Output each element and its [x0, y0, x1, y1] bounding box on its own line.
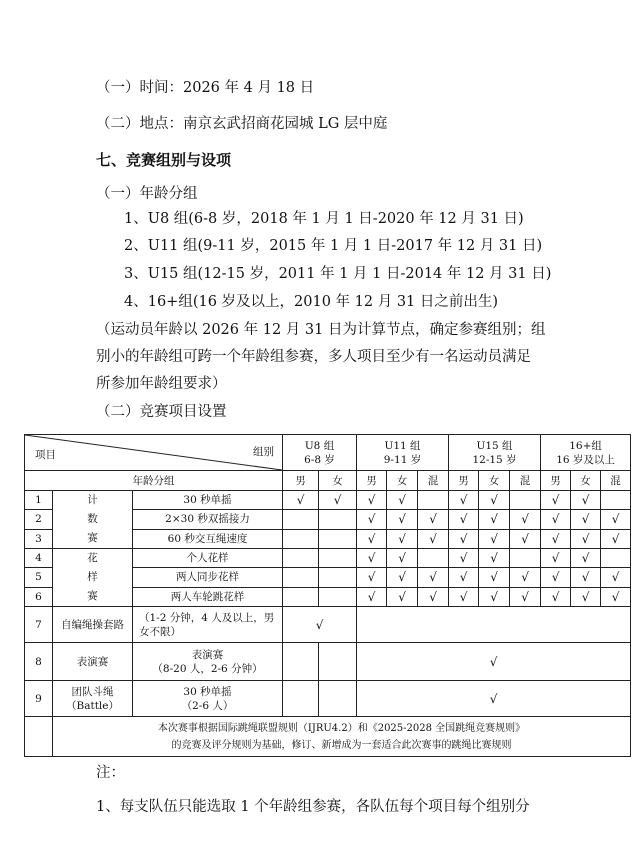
category-battle [53, 681, 133, 717]
check-mark: √ [449, 549, 479, 568]
group-u8-header [283, 435, 357, 471]
category-fancy-text: 花样赛 [87, 552, 98, 602]
event-desc-title: 30 秒单摇 [183, 685, 232, 698]
group-range: 12-15 岁 [472, 453, 517, 466]
events-table [24, 434, 631, 757]
u15-female: 女 [479, 471, 510, 491]
check-mark: √ [541, 491, 571, 510]
check-mark: √ [449, 587, 479, 606]
event-name: 60 秒交互绳速度 [133, 529, 283, 548]
u8-male: 男 [283, 471, 319, 491]
diagonal-line [25, 435, 282, 470]
check-mark: √ [510, 510, 541, 529]
event-name: 两人车轮跳花样 [133, 587, 283, 606]
age-group-u8: 1、U8 组(6-8 岁，2018 年 1 月 1 日-2020 年 12 月 31 日) [124, 211, 524, 227]
empty-cell [601, 491, 631, 510]
check-mark: √ [479, 510, 510, 529]
events-heading: （二）竞赛项目设置 [96, 404, 227, 420]
event-desc [133, 681, 283, 717]
group-range: 6-8 岁 [304, 453, 335, 466]
check-mark: √ [387, 510, 418, 529]
empty-cell [319, 643, 357, 681]
check-mark: √ [357, 587, 387, 606]
corner-cell [25, 435, 283, 471]
u11-male: 男 [357, 471, 387, 491]
category-battle-title: 团队斗绳 [71, 685, 114, 698]
row-number: 7 [25, 607, 53, 643]
category-fancy [53, 549, 133, 607]
check-mark: √ [541, 587, 571, 606]
check-mark: √ [357, 681, 631, 717]
empty-cell [283, 643, 319, 681]
check-mark: √ [449, 491, 479, 510]
check-mark: √ [357, 643, 631, 681]
check-mark: √ [510, 529, 541, 548]
empty-cell [283, 681, 319, 717]
check-mark: √ [541, 529, 571, 548]
group-name: U8 组 [304, 439, 335, 452]
row-number: 2 [25, 510, 53, 529]
event-name: 两人同步花样 [133, 568, 283, 587]
empty-cell [418, 549, 449, 568]
age-note-line1: （运动员年龄以 2026 年 12 月 31 日为计算节点，确定参赛组别；组 [96, 322, 546, 338]
empty-cell [319, 510, 357, 529]
check-mark: √ [449, 510, 479, 529]
note-item-1: 1、每支队伍只能选取 1 个年龄组参赛，各队伍每个项目每个组别分 [96, 799, 530, 815]
event-desc-detail: （2-6 人） [181, 699, 234, 712]
empty-cell [25, 717, 53, 757]
group-u11-header [357, 435, 449, 471]
u8-female: 女 [319, 471, 357, 491]
table-row [25, 549, 631, 568]
event-desc [133, 643, 283, 681]
age-group-u11: 2、U11 组(9-11 岁，2015 年 1 月 1 日-2017 年 12 月 31 日) [124, 238, 543, 254]
check-mark: √ [357, 529, 387, 548]
age-note-line2: 别小的年龄组可跨一个年龄组参赛，多人项目至少有一名运动员满足 [96, 349, 531, 365]
group-16plus-header [541, 435, 631, 471]
group-u15-header [449, 435, 541, 471]
check-mark: √ [319, 491, 357, 510]
event-desc: （1-2 分钟，4 人及以上，男女不限） [133, 607, 283, 643]
note-label: 注： [96, 765, 125, 781]
table-row [25, 491, 631, 510]
table-row [25, 607, 631, 643]
check-mark: √ [387, 529, 418, 548]
empty-cell [283, 549, 319, 568]
check-mark: √ [357, 491, 387, 510]
header-row [25, 435, 631, 471]
check-mark: √ [387, 568, 418, 587]
group-name: 16+组 [569, 439, 602, 452]
corner-group-label: 组别 [253, 446, 275, 458]
check-mark: √ [541, 510, 571, 529]
empty-cell [510, 491, 541, 510]
row-number: 9 [25, 681, 53, 717]
event-name: 2×30 秒双摇接力 [133, 510, 283, 529]
check-mark: √ [510, 587, 541, 606]
check-mark: √ [571, 568, 601, 587]
check-mark: √ [479, 568, 510, 587]
empty-cell [319, 681, 357, 717]
category-routine: 自编绳操套路 [53, 607, 133, 643]
event-name: 个人花样 [133, 549, 283, 568]
check-mark: √ [387, 587, 418, 606]
check-mark: √ [541, 568, 571, 587]
age-group-16plus: 4、16+组(16 岁及以上，2010 年 12 月 31 日之前出生) [124, 294, 499, 310]
empty-cell [319, 568, 357, 587]
check-mark: √ [283, 607, 357, 643]
check-mark: √ [571, 587, 601, 606]
group-name: U11 组 [384, 439, 421, 452]
check-mark: √ [387, 491, 418, 510]
check-mark: √ [601, 587, 631, 606]
age-note-line3: 所参加年龄组要求） [96, 376, 227, 392]
check-mark: √ [571, 529, 601, 548]
category-battle-sub: （Battle） [66, 699, 119, 712]
location-line: （二）地点：南京玄武招商花园城 LG 层中庭 [96, 116, 388, 132]
check-mark: √ [418, 510, 449, 529]
empty-cell [510, 549, 541, 568]
empty-cell [357, 607, 631, 643]
check-mark: √ [357, 568, 387, 587]
empty-cell [319, 529, 357, 548]
empty-cell [283, 587, 319, 606]
check-mark: √ [418, 529, 449, 548]
check-mark: √ [357, 510, 387, 529]
check-mark: √ [571, 549, 601, 568]
row-number: 8 [25, 643, 53, 681]
event-desc-title: 表演赛 [191, 648, 224, 661]
empty-cell [601, 549, 631, 568]
empty-cell [319, 587, 357, 606]
check-mark: √ [283, 491, 319, 510]
table-footer [53, 717, 631, 757]
u11-female: 女 [387, 471, 418, 491]
section-heading: 七、竞赛组别与设项 [96, 151, 232, 169]
empty-cell [283, 510, 319, 529]
footer-line2: 的竞赛及评分规则为基础，修订、新增成为一套适合此次赛事的跳绳比赛规则 [171, 739, 512, 751]
check-mark: √ [387, 549, 418, 568]
16plus-female: 女 [571, 471, 601, 491]
footer-line1: 本次赛事根据国际跳绳联盟规则（IJRU4.2）和《2025-2028 全国跳绳竞赛规则》 [157, 722, 526, 734]
check-mark: √ [541, 549, 571, 568]
check-mark: √ [571, 491, 601, 510]
corner-project-label: 项目 [35, 449, 56, 461]
event-desc-detail: （8-20 人，2-6 分钟） [152, 662, 263, 675]
empty-cell [319, 549, 357, 568]
category-show: 表演赛 [53, 643, 133, 681]
table-row [25, 643, 631, 681]
check-mark: √ [479, 491, 510, 510]
age-group-heading: （一）年龄分组 [96, 186, 198, 202]
group-range: 9-11 岁 [383, 453, 422, 466]
category-speed-text: 计数赛 [87, 494, 98, 544]
u15-male: 男 [449, 471, 479, 491]
row-number: 4 [25, 549, 53, 568]
category-speed [53, 491, 133, 549]
16plus-mixed: 混 [601, 471, 631, 491]
age-group-label: 年龄分组 [25, 471, 283, 491]
check-mark: √ [479, 549, 510, 568]
check-mark: √ [479, 529, 510, 548]
empty-cell [418, 491, 449, 510]
check-mark: √ [571, 510, 601, 529]
group-range: 16 岁及以上 [556, 453, 615, 466]
check-mark: √ [479, 587, 510, 606]
empty-cell [283, 529, 319, 548]
time-line: （一）时间：2026 年 4 月 18 日 [96, 80, 315, 96]
u11-mixed: 混 [418, 471, 449, 491]
check-mark: √ [449, 568, 479, 587]
check-mark: √ [418, 568, 449, 587]
check-mark: √ [449, 529, 479, 548]
u15-mixed: 混 [510, 471, 541, 491]
check-mark: √ [510, 568, 541, 587]
event-name: 30 秒单摇 [133, 491, 283, 510]
table-row [25, 681, 631, 717]
row-number: 1 [25, 491, 53, 510]
16plus-male: 男 [541, 471, 571, 491]
empty-cell [283, 568, 319, 587]
gender-row [25, 471, 631, 491]
row-number: 3 [25, 529, 53, 548]
check-mark: √ [601, 529, 631, 548]
check-mark: √ [601, 568, 631, 587]
row-number: 6 [25, 587, 53, 606]
row-number: 5 [25, 568, 53, 587]
group-name: U15 组 [476, 439, 513, 452]
table-footer-row [25, 717, 631, 757]
check-mark: √ [601, 510, 631, 529]
age-group-u15: 3、U15 组(12-15 岁，2011 年 1 月 1 日-2014 年 12 月 31 日) [124, 266, 552, 282]
check-mark: √ [418, 587, 449, 606]
check-mark: √ [357, 549, 387, 568]
